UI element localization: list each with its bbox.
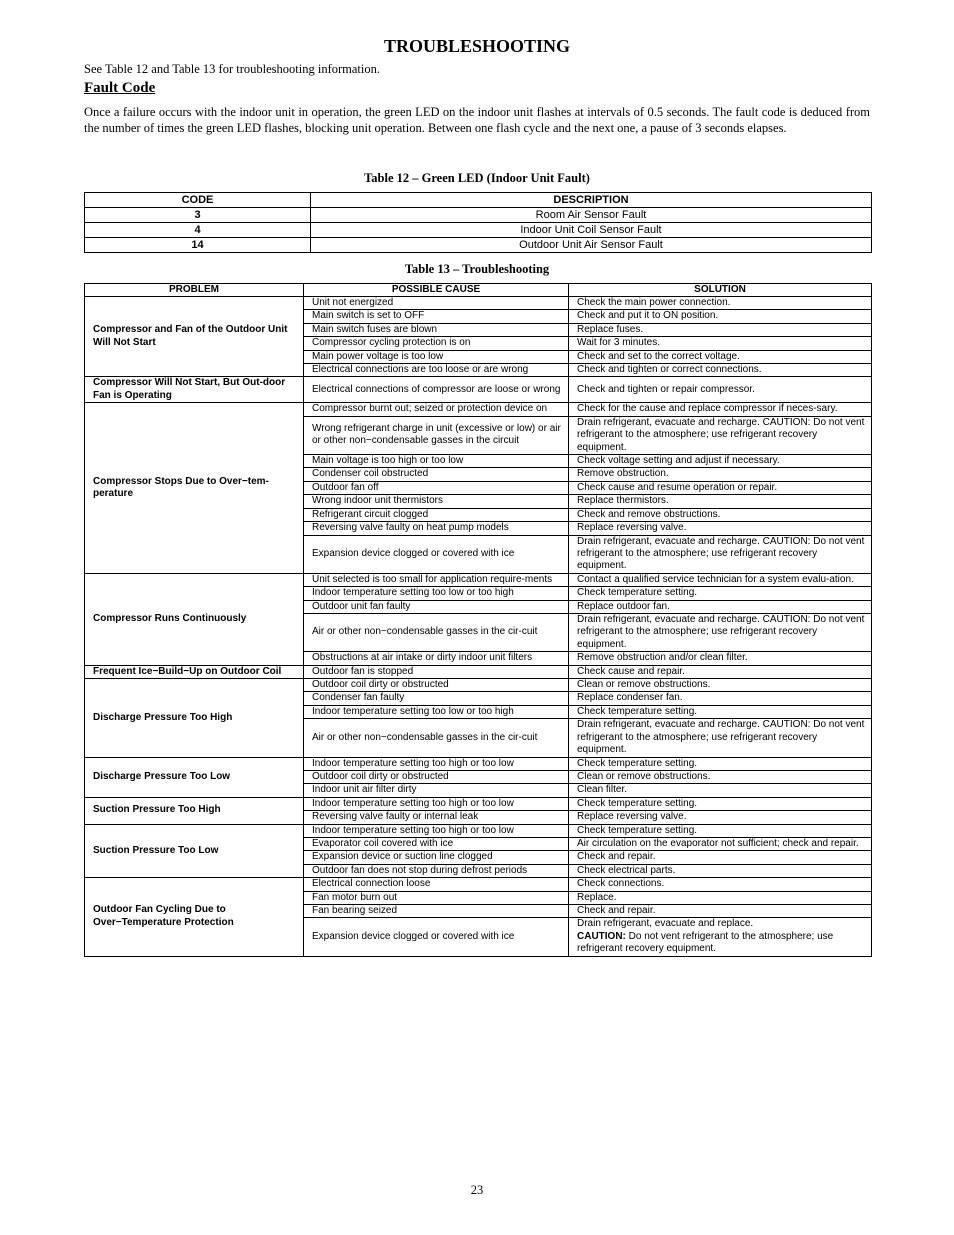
- page-number: 23: [470, 1183, 484, 1197]
- solution-cell: [569, 535, 872, 573]
- solution-cell: [569, 719, 872, 757]
- cause-cell: Expansion device or suction line clogged: [304, 851, 569, 864]
- cause-cell: Condenser fan faulty: [304, 692, 569, 705]
- problem-cell: Discharge Pressure Too Low: [85, 757, 304, 797]
- fault-code-heading: Fault Code: [84, 80, 156, 96]
- table13-header-row: [85, 284, 872, 297]
- solution-cell: [569, 364, 872, 377]
- description-cell: Room Air Sensor Fault: [311, 208, 872, 223]
- solution-text: Wait for 3 minutes.: [577, 337, 660, 349]
- solution-text: Check and repair.: [577, 851, 656, 863]
- cause-cell: Outdoor coil dirty or obstructed: [304, 679, 569, 692]
- solution-cell: [569, 613, 872, 651]
- cause-cell: Indoor temperature setting too low or too high: [304, 587, 569, 600]
- table-row: [85, 377, 872, 403]
- solution-text: Check temperature setting.: [577, 587, 698, 599]
- solution-cell: [569, 811, 872, 824]
- cause-cell: Condenser coil obstructed: [304, 468, 569, 481]
- solution-text: Check for the cause and replace compressor if neces-sary.: [577, 403, 838, 415]
- table-row: [85, 573, 872, 586]
- table-row: [85, 238, 872, 253]
- code-cell: 3: [85, 208, 311, 223]
- solution-cell: [569, 864, 872, 877]
- solution-cell: [569, 600, 872, 613]
- cause-cell: Indoor temperature setting too low or too high: [304, 705, 569, 718]
- cause-cell: Fan bearing seized: [304, 904, 569, 917]
- solution-text: Contact a qualified service technician for a system evalu-ation.: [577, 573, 854, 585]
- cause-cell: Main switch fuses are blown: [304, 323, 569, 336]
- cause-cell: Reversing valve faulty or internal leak: [304, 811, 569, 824]
- solution-cell: [569, 377, 872, 403]
- solution-text: Check connections.: [577, 878, 665, 890]
- problem-cell: Frequent Ice−Build−Up on Outdoor Coil: [85, 665, 304, 679]
- cause-cell: Main voltage is too high or too low: [304, 455, 569, 468]
- table13-header-cause: POSSIBLE CAUSE: [304, 284, 569, 297]
- solution-cell: [569, 692, 872, 705]
- solution-text: Replace thermistors.: [577, 495, 669, 507]
- cause-cell: Compressor burnt out; seized or protection device on: [304, 403, 569, 416]
- solution-cell: [569, 679, 872, 692]
- problem-cell: Outdoor Fan Cycling Due to Over−Temperature Protection: [85, 878, 304, 956]
- cause-cell: Unit not energized: [304, 297, 569, 310]
- problem-cell: Suction Pressure Too High: [85, 797, 304, 824]
- solution-text: Replace condenser fan.: [577, 692, 683, 704]
- solution-text: Remove obstruction and/or clean filter.: [577, 652, 748, 664]
- code-cell: 4: [85, 223, 311, 238]
- cause-cell: Outdoor fan off: [304, 481, 569, 494]
- cause-cell: Compressor cycling protection is on: [304, 337, 569, 350]
- solution-cell: [569, 468, 872, 481]
- problem-cell: Compressor Will Not Start, But Out-door Fan is Operating: [85, 377, 304, 403]
- solution-cell: [569, 770, 872, 783]
- solution-cell: [569, 455, 872, 468]
- solution-cell: [569, 323, 872, 336]
- caution-label: CAUTION:: [577, 930, 626, 942]
- cause-cell: Wrong indoor unit thermistors: [304, 495, 569, 508]
- solution-cell: [569, 416, 872, 454]
- table12: [84, 192, 872, 253]
- solution-text: Check temperature setting.: [577, 824, 698, 836]
- problem-cell: Discharge Pressure Too High: [85, 679, 304, 757]
- table13: [84, 283, 872, 957]
- solution-cell: [569, 784, 872, 797]
- table-row: [85, 297, 872, 310]
- solution-cell: [569, 652, 872, 665]
- table-row: [85, 878, 872, 891]
- cause-cell: Refrigerant circuit clogged: [304, 508, 569, 521]
- problem-cell: Suction Pressure Too Low: [85, 824, 304, 878]
- cause-cell: Outdoor fan is stopped: [304, 665, 569, 679]
- solution-text: Check electrical parts.: [577, 864, 676, 876]
- table-row: [85, 403, 872, 416]
- solution-cell: [569, 797, 872, 810]
- solution-cell: [569, 495, 872, 508]
- solution-text: Drain refrigerant, evacuate and recharge. CAUTION: Do not vent refrigerant to the atmosphere; use refrigerant recovery equipment.: [577, 613, 865, 650]
- cause-cell: Electrical connections of compressor are loose or wrong: [304, 377, 569, 403]
- solution-text: Air circulation on the evaporator not sufficient; check and repair.: [577, 837, 859, 849]
- solution-text: Drain refrigerant, evacuate and replace.: [577, 918, 754, 930]
- solution-cell: [569, 918, 872, 956]
- cause-cell: Unit selected is too small for application require-ments: [304, 573, 569, 586]
- solution-cell: [569, 573, 872, 586]
- cause-cell: Wrong refrigerant charge in unit (excessive or low) or air or other non−condensable gasses in the circuit: [304, 416, 569, 454]
- solution-text: Clean filter.: [577, 784, 628, 796]
- problem-cell: Compressor Stops Due to Over−tem-perature: [85, 403, 304, 573]
- problem-cell: Compressor Runs Continuously: [85, 573, 304, 665]
- table13-header-solution: SOLUTION: [569, 284, 872, 297]
- solution-text: Check and tighten or correct connections.: [577, 364, 762, 376]
- cause-cell: Indoor unit air filter dirty: [304, 784, 569, 797]
- table-row: [85, 665, 872, 679]
- intro-text: See Table 12 and Table 13 for troubleshooting information.: [84, 62, 380, 76]
- cause-cell: Main power voltage is too low: [304, 350, 569, 363]
- solution-cell: [569, 904, 872, 917]
- cause-cell: Indoor temperature setting too high or too low: [304, 824, 569, 837]
- cause-cell: Electrical connection loose: [304, 878, 569, 891]
- solution-text: Replace reversing valve.: [577, 811, 687, 823]
- solution-cell: [569, 837, 872, 850]
- solution-cell: [569, 522, 872, 535]
- solution-text: Check temperature setting.: [577, 705, 698, 717]
- solution-cell: [569, 878, 872, 891]
- solution-text: Clean or remove obstructions.: [577, 770, 711, 782]
- solution-cell: [569, 891, 872, 904]
- solution-text: Replace.: [577, 891, 617, 903]
- table13-header-problem: PROBLEM: [85, 284, 304, 297]
- page-title: TROUBLESHOOTING: [383, 36, 571, 56]
- solution-text: Replace outdoor fan.: [577, 600, 670, 612]
- solution-cell: [569, 310, 872, 323]
- table-row: [85, 757, 872, 770]
- cause-cell: Indoor temperature setting too high or too low: [304, 797, 569, 810]
- solution-cell: [569, 851, 872, 864]
- table-row: [85, 223, 872, 238]
- table13-caption: Table 13 – Troubleshooting: [404, 262, 550, 276]
- solution-cell: [569, 297, 872, 310]
- code-cell: 14: [85, 238, 311, 253]
- solution-text: Drain refrigerant, evacuate and recharge. CAUTION: Do not vent refrigerant to the atmosphere; use refrigerant recovery equipment.: [577, 535, 865, 572]
- description-cell: Outdoor Unit Air Sensor Fault: [311, 238, 872, 253]
- solution-text: Remove obstruction.: [577, 468, 669, 480]
- caution-text: Do not vent refrigerant to the atmosphere; use refrigerant recovery equipment.: [577, 930, 834, 955]
- solution-cell: [569, 665, 872, 679]
- problem-cell: Compressor and Fan of the Outdoor Unit Will Not Start: [85, 297, 304, 377]
- table-row: [85, 824, 872, 837]
- table-row: [85, 208, 872, 223]
- solution-text: Check voltage setting and adjust if necessary.: [577, 455, 780, 467]
- table12-header-code: CODE: [85, 193, 311, 208]
- solution-text: Check and tighten or repair compressor.: [577, 383, 755, 395]
- solution-text: Drain refrigerant, evacuate and recharge. CAUTION: Do not vent refrigerant to the atmosphere; use refrigerant recovery equipment.: [577, 416, 865, 453]
- solution-text: Replace fuses.: [577, 323, 644, 335]
- solution-text: Check and remove obstructions.: [577, 508, 721, 520]
- solution-cell: [569, 508, 872, 521]
- cause-cell: Evaporator coil covered with ice: [304, 837, 569, 850]
- solution-cell: [569, 705, 872, 718]
- solution-text: Check and set to the correct voltage.: [577, 350, 740, 362]
- cause-cell: Reversing valve faulty on heat pump models: [304, 522, 569, 535]
- table-row: [85, 679, 872, 692]
- cause-cell: Indoor temperature setting too high or too low: [304, 757, 569, 770]
- solution-cell: [569, 403, 872, 416]
- cause-cell: Main switch is set to OFF: [304, 310, 569, 323]
- solution-text: Replace reversing valve.: [577, 522, 687, 534]
- cause-cell: Electrical connections are too loose or are wrong: [304, 364, 569, 377]
- solution-text: Check cause and resume operation or repair.: [577, 481, 778, 493]
- solution-text: Clean or remove obstructions.: [577, 679, 711, 691]
- table12-header-description: DESCRIPTION: [311, 193, 872, 208]
- solution-text: Check temperature setting.: [577, 757, 698, 769]
- solution-cell: [569, 757, 872, 770]
- solution-cell: [569, 481, 872, 494]
- cause-cell: Outdoor unit fan faulty: [304, 600, 569, 613]
- fault-code-paragraph: Once a failure occurs with the indoor unit in operation, the green LED on the indoor unit flashes at intervals of 0.5 seconds. The fault code is deduced from the number of times the green LED flashes, blocking unit operation. Between one flash cycle and the next one, a pause of 3 seconds elapses.: [84, 105, 870, 135]
- cause-cell: Expansion device clogged or covered with ice: [304, 918, 569, 956]
- solution-cell: [569, 337, 872, 350]
- solution-cell: [569, 824, 872, 837]
- cause-cell: Obstructions at air intake or dirty indoor unit filters: [304, 652, 569, 665]
- cause-cell: Expansion device clogged or covered with ice: [304, 535, 569, 573]
- solution-text: Check and put it to ON position.: [577, 310, 719, 322]
- cause-cell: Outdoor fan does not stop during defrost periods: [304, 864, 569, 877]
- table-row: [85, 797, 872, 810]
- table12-header-row: [85, 193, 872, 208]
- solution-cell: [569, 587, 872, 600]
- cause-cell: Air or other non−condensable gasses in the cir-cuit: [304, 613, 569, 651]
- solution-text: Drain refrigerant, evacuate and recharge. CAUTION: Do not vent refrigerant to the atmosphere; use refrigerant recovery equipment.: [577, 719, 865, 756]
- cause-cell: Outdoor coil dirty or obstructed: [304, 770, 569, 783]
- solution-cell: [569, 350, 872, 363]
- cause-cell: Fan motor burn out: [304, 891, 569, 904]
- table12-caption: Table 12 – Green LED (Indoor Unit Fault): [364, 171, 590, 185]
- solution-text: Check and repair.: [577, 904, 656, 916]
- solution-text: Check temperature setting.: [577, 797, 698, 809]
- solution-text: Check cause and repair.: [577, 665, 685, 677]
- cause-cell: Air or other non−condensable gasses in the cir-cuit: [304, 719, 569, 757]
- description-cell: Indoor Unit Coil Sensor Fault: [311, 223, 872, 238]
- solution-text: Check the main power connection.: [577, 297, 731, 308]
